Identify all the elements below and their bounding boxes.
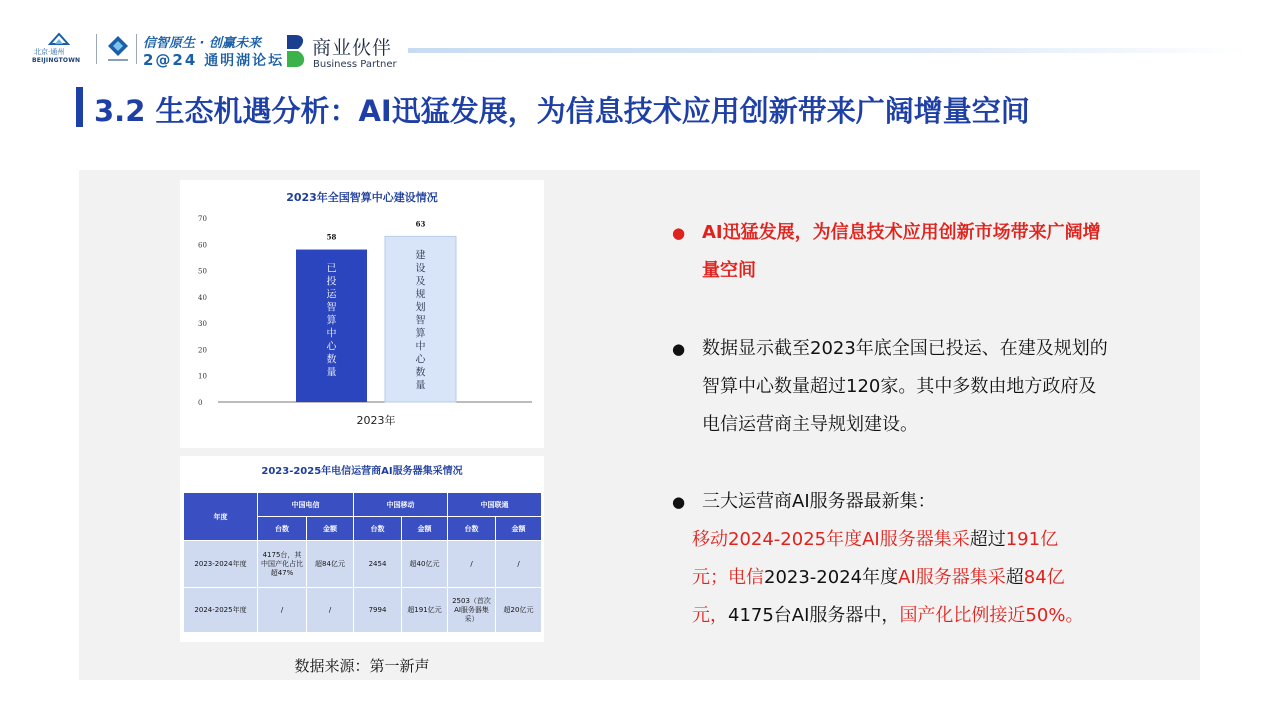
table-cell: 7994 <box>354 588 402 633</box>
detail-line <box>692 597 1083 635</box>
detail-text: 超过 <box>969 529 1006 550</box>
table-cell: 超191亿元 <box>402 588 448 633</box>
bar-chart <box>180 180 544 448</box>
table-header-operator: 中国电信 <box>258 493 354 517</box>
table-header-operator: 中国联通 <box>448 493 542 517</box>
header-divider-2 <box>136 34 137 64</box>
table-cell: 2503（首次AI服务器集采） <box>448 588 496 633</box>
x-axis-label: 2023年 <box>356 414 396 427</box>
y-tick-label: 70 <box>198 215 207 223</box>
beijing-logo-icon <box>48 32 70 46</box>
detail-text: 超 <box>1005 567 1024 588</box>
beijing-logo-cn: 北京·通州 <box>34 48 65 56</box>
table-cell: 4175台，其中国产化占比超47% <box>258 541 307 588</box>
table-subheader: 台数 <box>448 517 496 541</box>
detail-text: 元；电信 <box>692 567 764 588</box>
table-cell: / <box>307 588 354 633</box>
table-header-year: 年度 <box>184 493 258 541</box>
bar-label: 已投运智算中心数量 <box>326 263 337 379</box>
detail-text: 移动2024-2025年度AI服务器集采 <box>692 529 970 550</box>
table-subheader: 台数 <box>258 517 307 541</box>
table-header-operator: 中国移动 <box>354 493 448 517</box>
y-tick-label: 20 <box>198 346 207 355</box>
bullet-dot: ● <box>672 224 686 242</box>
title-accent-bar <box>76 87 83 127</box>
bullet-text: 智算中心数量超过120家。其中多数由地方政府及 <box>702 376 1097 397</box>
table-cell: / <box>258 588 307 633</box>
table-title: 2023-2025年电信运营商AI服务器集采情况 <box>261 466 463 477</box>
y-tick-label: 60 <box>198 241 207 250</box>
y-tick-label: 50 <box>198 267 207 276</box>
bullet-dot: ● <box>672 493 686 511</box>
business-partner-en: Business Partner <box>313 59 397 70</box>
table-cell: 超40亿元 <box>402 541 448 588</box>
table-cell-year: 2023-2024年度 <box>184 541 258 588</box>
y-tick-label: 10 <box>198 372 207 381</box>
bullet-text: 电信运营商主导规划建设。 <box>702 414 918 435</box>
bar-label: 建设及规划智算中心数量 <box>415 250 426 392</box>
table-subheader: 金额 <box>496 517 542 541</box>
detail-line <box>692 521 1083 559</box>
business-partner-icon <box>284 33 308 69</box>
forum-year: 2@24 <box>143 51 198 69</box>
bullet-text: 量空间 <box>702 260 756 281</box>
table-subheader: 金额 <box>307 517 354 541</box>
beijing-logo <box>30 30 92 70</box>
bullet-text: AI迅猛发展，为信息技术应用创新市场带来广阔增 <box>702 222 1101 243</box>
bullet-text: 数据显示截至2023年底全国已投运、在建及规划的 <box>702 338 1108 359</box>
bullet-dot: ● <box>672 340 686 358</box>
forum-name <box>143 50 284 70</box>
forum-logo-icon <box>106 34 130 64</box>
table-cell: / <box>496 541 542 588</box>
header <box>0 0 1280 80</box>
y-tick-label: 30 <box>198 320 207 329</box>
bullet-operators-detail <box>692 521 1083 635</box>
header-divider <box>96 34 97 64</box>
table-subheader: 台数 <box>354 517 402 541</box>
detail-text: 国产化比例接近50%。 <box>899 605 1084 626</box>
detail-line <box>692 559 1083 597</box>
detail-text: AI服务器集采 <box>898 567 1006 588</box>
bar-value-label: 63 <box>415 219 426 229</box>
table-cell: / <box>448 541 496 588</box>
page-title: 3.2 生态机遇分析：AI迅猛发展，为信息技术应用创新带来广阔增量空间 <box>94 94 1030 128</box>
chart-card <box>180 180 544 448</box>
table-row <box>184 588 542 633</box>
header-accent-line <box>408 48 1248 53</box>
forum-title: 通明湖论坛 <box>204 53 285 69</box>
beijing-logo-en: BEIJINGTOWN <box>32 57 81 64</box>
table-row <box>184 541 542 588</box>
detail-text: 191亿 <box>1005 529 1059 550</box>
y-tick-label: 40 <box>198 293 207 302</box>
business-partner-cn: 商业伙伴 <box>312 37 393 59</box>
y-tick-label: 0 <box>198 399 203 407</box>
table-cell: 超20亿元 <box>496 588 542 633</box>
procurement-table <box>183 492 542 633</box>
detail-text: 4175台AI服务器中， <box>728 605 900 626</box>
table-cell: 2454 <box>354 541 402 588</box>
table-card <box>180 456 544 642</box>
table-subheader: 金额 <box>402 517 448 541</box>
detail-text: 84亿 <box>1023 567 1065 588</box>
detail-text: 2023-2024年度 <box>764 567 899 588</box>
source-note: 数据来源：第一新声 <box>294 657 430 675</box>
table-cell: 超84亿元 <box>307 541 354 588</box>
table-cell-year: 2024-2025年度 <box>184 588 258 633</box>
chart-title: 2023年全国智算中心建设情况 <box>286 191 438 204</box>
forum-slogan: 信智原生 · 创赢未来 <box>143 36 261 51</box>
bar-value-label: 58 <box>326 232 337 242</box>
detail-text: 元， <box>692 605 728 626</box>
bullet-text: 三大运营商AI服务器最新集： <box>702 491 936 512</box>
